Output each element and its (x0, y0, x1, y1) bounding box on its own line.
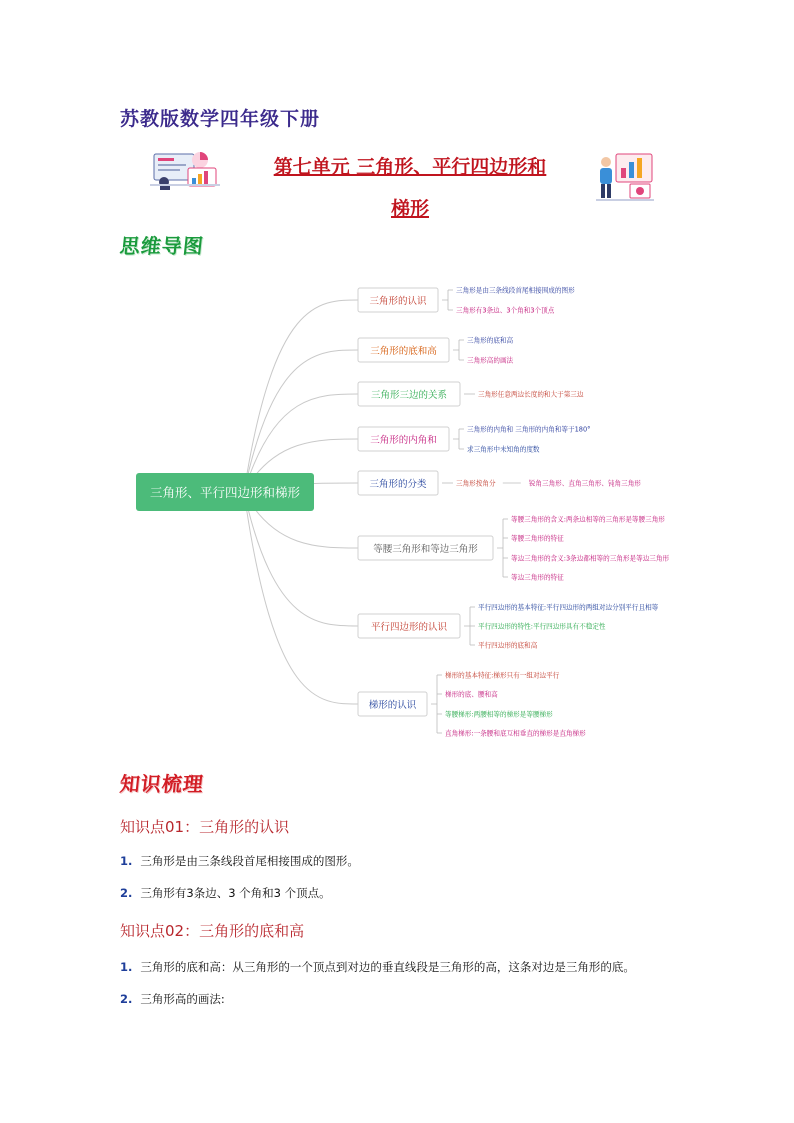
mindmap-leaf: 求三角形中未知角的度数 (467, 445, 540, 454)
mindmap-leaf: 平行四边形的底和高 (478, 641, 538, 650)
mindmap-branch (358, 336, 514, 365)
mindmap-leaf: 三角形任意两边长度的和大于第三边 (478, 390, 584, 399)
mindmap-leaf: 梯形的底、腰和高 (445, 690, 498, 699)
mindmap-subleaf: 锐角三角形、直角三角形、钝角三角形 (528, 479, 641, 488)
mindmap-leaf: 等腰三角形的特征 (511, 534, 564, 543)
kp2-title: 知识点02：三角形的底和高 (120, 922, 305, 940)
mindmap-branch-label: 三角形三边的关系 (370, 390, 448, 401)
mindmap-leaf: 三角形按角分 (456, 479, 496, 488)
branch-connector (244, 492, 358, 704)
mindmap-branch-label: 梯形的认识 (368, 700, 417, 711)
mindmap-heading: 思维导图 (118, 234, 206, 258)
mindmap-branch-label: 三角形的分类 (369, 479, 427, 490)
kp1-item-2-text: 三角形有3条边、3 个角和3 个顶点。 (140, 886, 331, 900)
kp1-item-1-num: 1. (120, 854, 133, 868)
mindmap-leaf: 直角梯形:一条腰和底互相垂直的梯形是直角梯形 (445, 729, 586, 738)
charts-presentation-illustration (594, 150, 656, 202)
branch-connector (244, 300, 358, 492)
unit-title-line2: 梯形 (390, 198, 429, 220)
kp2-item-1-text: 三角形的底和高：从三角形的一个顶点到对边的垂直线段是三角形的高，这条对边是三角形的底。 (140, 960, 635, 974)
mindmap-leaf: 梯形的基本特征:梯形只有一组对边平行 (445, 671, 560, 680)
unit-title (240, 146, 580, 230)
mindmap-leaf: 等边三角形的特征 (511, 573, 564, 582)
kp1-item-2 (120, 885, 331, 901)
mindmap-leaf: 等边三角形的含义:3条边都相等的三角形是等边三角形 (511, 554, 670, 563)
mindmap-branch (358, 425, 590, 454)
unit-title-line1: 第七单元 三角形、平行四边形和 (273, 156, 547, 178)
kp1-item-1-text: 三角形是由三条线段首尾相接围成的图形。 (140, 854, 359, 868)
mindmap-root-label: 三角形、平行四边形和梯形 (149, 485, 301, 500)
branch-connector (244, 492, 358, 626)
mind-map (130, 278, 690, 758)
kp1-item-1 (120, 853, 359, 869)
mindmap-branch-label: 三角形的底和高 (370, 346, 437, 357)
mindmap-leaf: 三角形的底和高 (467, 336, 514, 345)
mindmap-leaf: 三角形的内角和 三角形的内角和等于180° (467, 425, 591, 434)
mindmap-branch (358, 382, 584, 406)
mindmap-branch-label: 平行四边形的认识 (370, 622, 448, 633)
mindmap-branch-label: 三角形的内角和 (370, 435, 437, 446)
kp2-item-2-num: 2. (120, 992, 133, 1006)
book-title: 苏教版数学四年级下册 (120, 108, 321, 130)
kp1-title: 知识点01：三角形的认识 (120, 818, 290, 836)
mindmap-leaf: 等腰梯形:两腰相等的梯形是等腰梯形 (445, 710, 553, 719)
mindmap-root (136, 473, 314, 511)
kp2-item-2 (120, 991, 225, 1007)
kp2-item-1 (120, 959, 635, 975)
mindmap-leaf: 平行四边形的基本特征:平行四边形的两组对边分别平行且相等 (478, 603, 659, 612)
mindmap-leaf: 三角形是由三条线段首尾相接围成的图形 (456, 286, 575, 295)
mindmap-branch (358, 515, 669, 582)
mindmap-branch (358, 471, 641, 495)
mindmap-leaf: 平行四边形的特性:平行四边形具有不稳定性 (478, 622, 606, 631)
kp1-item-2-num: 2. (120, 886, 133, 900)
mindmap-branch (358, 603, 659, 650)
mindmap-branch (358, 671, 586, 738)
mindmap-branch (358, 286, 575, 315)
branch-connector (244, 350, 358, 492)
mindmap-leaf: 三角形高的画法 (467, 356, 514, 365)
knowledge-heading: 知识梳理 (118, 772, 206, 796)
mindmap-branch-label: 等腰三角形和等边三角形 (373, 544, 478, 555)
mindmap-branch-label: 三角形的认识 (369, 296, 427, 307)
mindmap-leaf: 三角形有3条边、3个角和3个顶点 (456, 306, 555, 315)
mindmap-leaf: 等腰三角形的含义:两条边相等的三角形是等腰三角形 (511, 515, 665, 524)
data-analysis-illustration (148, 146, 222, 190)
kp2-item-2-text: 三角形高的画法: (140, 992, 225, 1006)
kp2-item-1-num: 1. (120, 960, 133, 974)
